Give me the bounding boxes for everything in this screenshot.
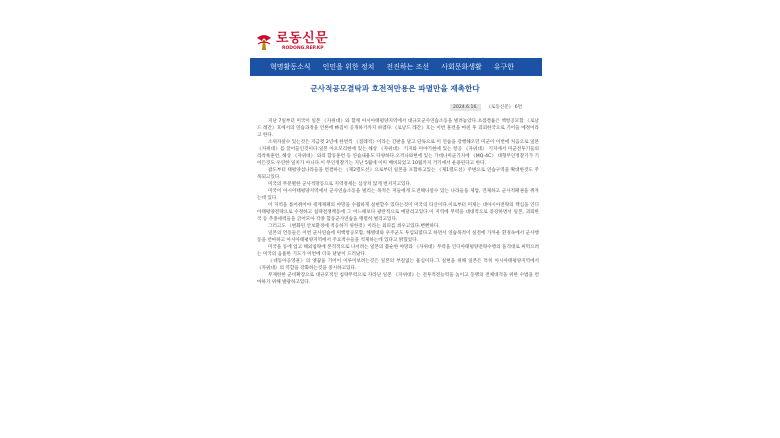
nav-item-long-history[interactable]: 유구한 xyxy=(493,63,515,71)
article-body xyxy=(257,118,539,286)
article-paragraph: 미국의 무분별한 군사적망동으로 지역정세는 심상치 않게 번져지고있다. xyxy=(268,182,412,187)
article-source: 《로동신문》 6면 xyxy=(486,105,523,110)
logo-text xyxy=(276,32,328,52)
article-paragraph: 《대동아공영권》의 옛꿈을 기어이 이루어보려는것은 일본의 부질없는 흉심이다.그 실현을 위해 일본은 특히 아시아태평양지역에서 《자위대》의 역할을 강화하는것을 중시하고있다. xyxy=(257,259,539,271)
article-paragraph: 미국을 등에 업고 해외침략에 본격적으로 나서려는 일본의 불순한 야망과 《자위대》무력을 인디아태평양전략수행의 돌격대로 써먹으려는 미국의 음흉한 기도가 이번에 더욱 낱낱이 드러났다. xyxy=(257,245,539,257)
site-logo[interactable] xyxy=(254,32,328,52)
article-paragraph: 일본의 언동들은 이번 군사연습에 미핵항공모함, 해병대와 우주군도 투입되였다고 하면서 연습목적이 실전에 가까운 환경속에서 군사행동을 련마하고 아시아태평양지역에서 주요적수들을 억제하는데 있다고 밝혔었다. xyxy=(257,231,539,243)
nav-item-advancing-korea[interactable]: 전진하는 조선 xyxy=(386,63,430,71)
article-date: 2024.6.16. xyxy=(450,104,481,111)
article-dateline xyxy=(450,104,522,110)
nav-item-politics-for-people[interactable]: 인민을 위한 정치 xyxy=(322,63,375,71)
main-navigation xyxy=(250,58,542,76)
page xyxy=(248,0,542,438)
article-paragraph: 무제한한 군비확장으로 대규모적인 침략무력으로 자라난 일본 《자위대》는 전투적전능력을 높이고 동맹의 전체대격을 위한 수법을 련마하기 위해 발광하고있다. xyxy=(257,273,539,285)
masthead xyxy=(248,20,542,54)
nav-item-social-cultural-life[interactable]: 사회문화생활 xyxy=(441,63,482,71)
site-name: 로동신문 xyxy=(276,31,329,46)
article-paragraph: 그러고도 《변화된 안보환경에 적응하기 위한것》이라는 외피를 씌우고있다.뻔뻔하다. xyxy=(268,224,440,229)
article-paragraph: 이 지역을 틀어쥐어야 세계제패의 야망을 수월하게 실현할수 있다는것이 미국의 타산이다.이로부터 미제는 대아시아전략의 핵심을 인디아태평양전략으로 수정하고 침략전쟁책동에 그 어느때보다 광란적으로 매달리고있다.이 지역에 무력을 대대적으로 증강하면서 일본, 괴뢰한국 등 추종세력들을 긁어모아 각종 합동군사연습을 맹렬히 벌리고있다. xyxy=(257,203,539,222)
article-title: 군사적공모결탁과 호전적만용은 파멸만을 재촉한다 xyxy=(310,84,480,93)
article-paragraph: 미국이 아시아태평양지역에서 군사연습소동을 벌리는 목적은 저들에게 도전해나설수 있는 나라들을 제압, 견제하고 군사적패권을 쥐자는데 있다. xyxy=(257,189,539,201)
article-paragraph: 지난 7일부터 미국이 일본 《자위대》와 함께 아시아태평양지역에서 대규모군사연습소동을 벌려놓았다.초점결률은 핵항공모함 《로날드 레간》호에서의 연습과정을 언론에 빠짐이 공개하기까지 하였다.《로날드 레간》호는 이번 훈련을 마친 후 괴뢰한국으로 기어들 예정이라고 한다. xyxy=(257,119,539,138)
nav-item-revolutionary-activities[interactable]: 혁명활동소식 xyxy=(270,63,311,71)
site-domain: RODONG.REP.KP xyxy=(282,46,324,51)
torch-emblem-icon xyxy=(254,32,274,52)
article-paragraph: 소위자살수 있는것은 지금껏 2년에 한번씩 《점례적》이라는 간판을 달고 단독으로 이 연습을 강행해오던 미군이 이번에 처음으로 일본 《자위대》를 끌어들인것이다.일본 아오모리현에 있는 해상 《자위대》 기지와 미야기현에 있는 항공 《자위대》 기지에서 미군전투기들의 리착륙훈련, 해상 《자위대》 와의 합동훈련 등 연습내용도 다양하다.오끼나와현에 있는 가데나미군기지에 《MQ-4C》 대형무인정찰기가 기어든것도 우연한 일치가 아니다.이 무인정찰기는 지난 5월에 이미 배비되었고 10월까지 거기에서 운용된다고 한다. xyxy=(257,140,539,166)
article-paragraph: 괌도부터 태평양섬나라들을 련결하는 《제2렬도선》으로부터 일본을 포함하고있는 《제1렬도선》주변으로 연습구역을 확대한것도 주목되고있다. xyxy=(257,168,539,180)
